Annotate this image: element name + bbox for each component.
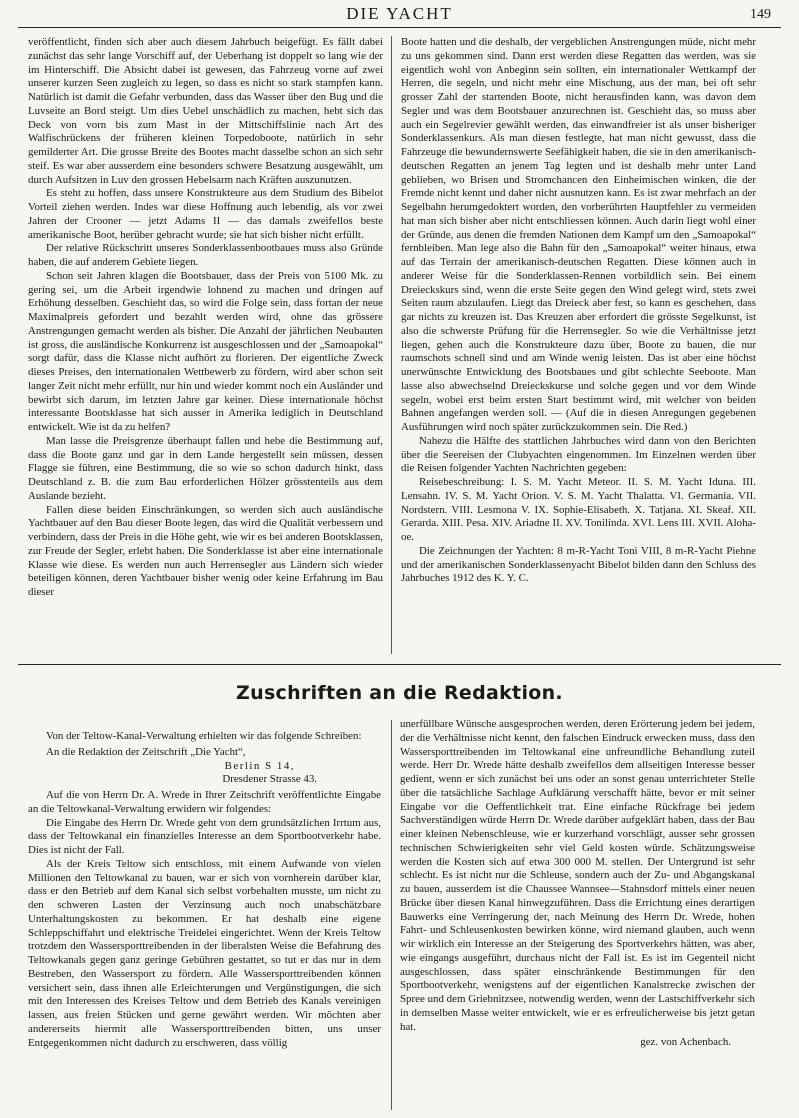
letter-left-column bbox=[28, 730, 381, 1050]
article-paragraph: Es steht zu hoffen, dass unsere Konstrukteure aus dem Studium des Bibelot Vorteil ziehen werden. Indes war diese Hoffnung auch lebendig, als vor zwei Jahren der Crooner — jetzt Adams II — das damals zweifellos beste amerikanische Boot, herüber gebracht wurde; sie hat sich bisher nicht erfüllt. bbox=[28, 187, 383, 241]
header-rule bbox=[18, 27, 781, 28]
article-left-column bbox=[28, 36, 383, 600]
article-paragraph: veröffentlicht, finden sich aber auch diesem Jahrbuch beigefügt. Es fällt dabei zunächst das sehr lange Vorschiff auf, der Ueberhang ist doppelt so lang wie der im Hinterschiff. Die Absicht dabei ist gewesen, das Fahrzeug vorne auf zwei unserer kurzen Seen zugleich zu legen, so dass es nicht so stark stampfen kann. Natürlich ist damit die Gefahr verbunden, dass das Wasser über den Bug und die Luvseite an Bord steigt. Um dies Uebel unschädlich zu machen, hebt sich das Deck von vorn bis zum Mast in der Mittschiffslinie nach Art des Walfischrückens der früheren kleinen Torpedoboote, natürlich in sehr gemilderter Art. Die grosse Breite des Bootes macht dasselbe schon an sich sehr steif. Es war aber ausserdem eine besonders schwere Besatzung ausgewählt, um durch Aufsitzen in Luv den grossen Hebelsarm nach Kräften auszunutzen. bbox=[28, 36, 383, 186]
article-right-column bbox=[401, 36, 756, 586]
letter-paragraph: Als der Kreis Teltow sich entschloss, mit einem Aufwande von vielen Millionen den Teltowkanal zu bauen, war er sich von vornherein darüber klar, dass er den Betrieb auf dem Kanal sich selbst vorbehalten musste, um nicht zu den schweren Lasten der Verzinsung auch noch unabschätzbare Unterhaltungskosten zu bekommen. Er hat deshalb eine eigene Schleppschiffahrt und elektrische Treidelei eingerichtet. Wenn der Kreis Teltow trotzdem den Wassersporttreibenden in der liberalsten Weise die Befahrung des Teltowkanals gegen ganz geringe Gebühren gestattet, so tut er das nur in dem Bestreben, den Wassersport zu fördern. Alle Wassersporttreibenden können versichert sein, dass ihnen alle Erleichterungen und Vergünstigungen, die sich mit den Interessen des Kreises Teltow und dem Betrieb des Kanals vereinigen lassen, aus freien Stücken und gerne gewährt werden. Wir möchten aber andererseits hiermit alle Wassersporttreibenden bitten, uns unser Entgegenkommen nicht dadurch zu erschweren, dass völlig bbox=[28, 857, 381, 1049]
letter-address-line: Dresdener Strasse 43. bbox=[222, 773, 317, 786]
letter-right-column bbox=[400, 718, 755, 1050]
letter-salutation: An die Redaktion der Zeitschrift „Die Yacht“, bbox=[46, 745, 246, 758]
section-title: Zuschriften an die Redaktion. bbox=[236, 682, 563, 704]
article-paragraph: Nahezu die Hälfte des stattlichen Jahrbuches wird dann von den Berichten über die Seereisen der Clubyachten eingenommen. Im Einzelnen werden über die Reisen folgender Yachten Nachrichten gegeben: bbox=[401, 434, 756, 475]
letter-intro: Von der Teltow-Kanal-Verwaltung erhielten wir das folgende Schreiben: bbox=[46, 730, 362, 742]
letter-paragraph: Die Eingabe des Herrn Dr. Wrede geht von dem grundsätzlichen Irrtum aus, dass der Teltowkanal ein finanzielles Interesse an dem Sportbootverkehr habe. Dies ist nicht der Fall. bbox=[28, 816, 381, 856]
page-number: 149 bbox=[750, 7, 771, 22]
running-header-title: DIE YACHT bbox=[346, 4, 453, 23]
letter-signature: gez. von Achenbach. bbox=[640, 1036, 731, 1049]
yacht-list-paragraph: Reisebeschreibung: I. S. M. Yacht Meteor. II. S. M. Yacht Iduna. III. Lensahn. IV. S. M. Yacht Orion. V. S. M. Yacht Thalatta. VI. Germania. VII. Nordstern. VIII. Lesmona V. IX. Sophie-Elisabeth. X. Tatjana. XI. Skeaf. XII. Gerarda. XIII. Pesa. XIV. Ariadne II. XV. Tonilinda. XVI. Lens III. XVII. Aloha-oe. bbox=[401, 476, 756, 543]
letter-address-line: Berlin S 14, bbox=[224, 759, 295, 772]
article-paragraph: Die Zeichnungen der Yachten: 8 m-R-Yacht Toni VIII, 8 m-R-Yacht Piehne und der amerikanischen Sonderklassenyacht Bibelot bilden dann den Schluss des Jahrbuches 1912 des K. Y. C. bbox=[401, 544, 756, 585]
column-divider bbox=[391, 720, 392, 1110]
letter-paragraph: unerfüllbare Wünsche ausgesprochen werden, deren Erörterung jedem bei jedem, der die Verhältnisse nicht kennt, den falschen Eindruck erwecken muss, dass den Wassersporttreibenden im Teltowkanal eine unfreundliche Behandlung zuteil werde. Herr Dr. Wrede hätte deshalb zweifellos dem allseitigen Interesse besser gedient, wenn er sich zunächst bei uns oder an sonst genau unterrichteter Stelle über die tatsächliche Sachlage Aufklärung verschafft hätte, bevor er mit seiner Eingabe vor die Oeffentlichkeit trat. Eine einfache Rückfrage bei jedem Sachverständigen würde Herrn Dr. Wrede darüber aufgeklärt haben, dass der Bau einer kleinen Nebenschleuse, wie er kurzerhand vorschlägt, ausser sehr grossen technischen Schwierigkeiten sehr viel Geld kosten würde. Schätzungsweise werden die Kosten sich auf etwa 300 000 M. stellen. Der Untergrund ist sehr schlecht. Es ist nicht nur die Schleuse, sondern auch der Zu- und Abgangskanal zu bauen, ausserdem ist die Chaussee Wannsee—Stahnsdorf mittels einer neuen Brücke über diesen Kanal hinwegzuführen. Dass die Errichtung eines derartigen Bauwerks eine Verringerung der, nach Meinung des Herrn Dr. Wrede, hohen Fahrt- und Schleusenkosten bewirken könne, wird niemand glauben, auch wenn wir wirklich ein Interesse an der Steigerung des Sportverkehrs hätten, was aber, wie eingangs ausgeführt, durchaus nicht der Fall ist. Es ist im Gegenteil nicht ausgeschlossen, dass später einschränkende Bestimmungen für den Sportbootverkehr, wenigstens auf der eigentlichen Kanalstrecke zwischen der Spree und dem Griebnitzsee, notwendig werden, wenn der Lastschiffverkehr sich in demselben Masse weiter entwickelt, wie er es erfreulicherweise bis jetzt getan hat. bbox=[400, 718, 755, 1033]
letter-paragraph: Auf die von Herrn Dr. A. Wrede in Ihrer Zeitschrift veröffentlichte Eingabe an die Teltowkanal-Verwaltung erwidern wir folgendes: bbox=[28, 789, 381, 815]
article-paragraph: Man lasse die Preisgrenze überhaupt fallen und hebe die Bestimmung auf, dass die Boote ganz und gar in dem Lande hergestellt sein müssen, dessen Flagge sie führen, eine Bestimmung, die so wie so schon dadurch hinkt, dass Deutschland z. B. die zum Bau erforderlichen Hölzer grösstenteils aus dem Auslande bezieht. bbox=[28, 434, 383, 502]
column-divider bbox=[391, 36, 392, 654]
article-paragraph: Der relative Rückschritt unseres Sonderklassenbootbaues muss also Gründe haben, die auf anderem Gebiete liegen. bbox=[28, 242, 383, 268]
article-paragraph: Schon seit Jahren klagen die Bootsbauer, dass der Preis von 5100 Mk. zu gering sei, um die Arbeit irgendwie lohnend zu machen und dringen auf Erhöhung desselben. Geschieht das, so wird die Folge sein, dass fortan der neue Maximalpreis gefordert und bezahlt werden wird, ohne das grössere Anstrengungen gemacht werden als bisher. Die Anzahl der jährlichen Neubauten ist gross, die ausländische Konkurrenz ist ausgeschlossen und der „Samoapokal“ sorgt dafür, dass die Klasse nicht aufhört zu florieren. Der eigentliche Zweck dieses Preises, den internationalen Wettbewerb zu fördern, wird aber schon seit langer Zeit nicht mehr erfüllt, nur hin und wieder kommt noch ein Ausländer und bewirbt sich darum, im letzten Jahre gar keiner. Diese internationale höchst interessante Bootsklasse hat sich ausser in Amerika lediglich in Deutschland entwickelt. Wie ist da zu helfen? bbox=[28, 269, 383, 433]
article-paragraph: Fallen diese beiden Einschränkungen, so werden sich auch ausländische Yachtbauer auf den Bau dieser Boote legen, das wird die Qualität verbessern und verbindern, dass der Preis in die Höhe geht, wie wir es bei anderen Bootsklassen, zur Freude der Segler, erlebt haben. Die Sonderklasse ist aber eine internationale Klasse wie diese. Es werden nun auch Herrensegler aus Ländern sich wieder beteiligen können, deren Yachtbauer bisher wenig oder keine Erfahrung im Bau dieser bbox=[28, 503, 383, 598]
article-paragraph: Boote hatten und die deshalb, der vergeblichen Anstrengungen müde, nicht mehr zu uns gekommen sind. Dann erst werden diese Regatten das werden, was sie eigentlich wohl von Anbeginn sein sollten, ein internationaler Wettkampf der Herren, die segeln, und nicht mehr eine Mischung, aus der man, bei oft sehr grosser Zahl der startenden Boote, nicht herausfinden kann, was davon dem Segler und was dem Bootsbauer anzurechnen ist. Geschieht das, so muss aber auch ein Segelrevier gewählt werden, das einwandfreier ist als unser bisheriger Sonderklassenkurs. Als man diesen festlegte, hat man nicht gewusst, dass die Fahrzeuge die bewundernswerte Seefähigkeit haben, die sie in den amerikanisch-deutschen Regatten an jenem Tag legten und ist deshalb mehr unter Land geblieben, wo Brisen und Stromchancen den Einheimischen winken, die der Fremde nicht kennt und daher nicht ausnutzen kann. Es ist zwar mehrfach an der Segelbahn herumgedoktert worden, den vorberührten Hauptfehler zu vermeiden hat man sich bisher aber nicht entschliessen können. Auch darin liegt wohl einer der Gründe, aus denen die fremden Nationen dem Kampf um den „Samoapokal“ fernbleiben. Man lege also die Bahn für den „Samoapokal“ weiter hinaus, etwa auf das Terrain der amerikanisch-deutschen Regatten. Diese können auch in anderer Weise für die Sonderklassen-Rennen vorbildlich sein. Bei einem Dreieckskurs sind, wenn die erste Seite gegen den Wind gelegt wird, stets zwei Seiten raum abzulaufen. Liegt das Dreieck aber fest, so kann es geschehen, dass gar nichts zu kreuzen ist. Das Kreuzen aber erfordert die grösste Segelkunst, ist also die schwerste Prüfung für die Herrensegler. So wie die Verhältnisse jetzt liegen, gehen auch die Konstrukteure dazu über, Boote zu bauen, die nur raumschots schnell sind und am Winde wenig leisten. Das ist aber eine höchst unerwünschte Entwicklung des Bootsbaues und gibt schlechte Seeboote. Man lasse also abwechselnd Dreieckskurse und solche gegen und vor dem Winde segeln, wobei erst beim ersten Start bestimmt wird, mit welcher von beiden Bahnen angefangen werden soll. — (Auf die in diesen Anregungen gegebenen Ausführungen wird noch später zurückzukommen sein. Die Red.) bbox=[401, 36, 756, 433]
section-rule bbox=[18, 664, 781, 665]
